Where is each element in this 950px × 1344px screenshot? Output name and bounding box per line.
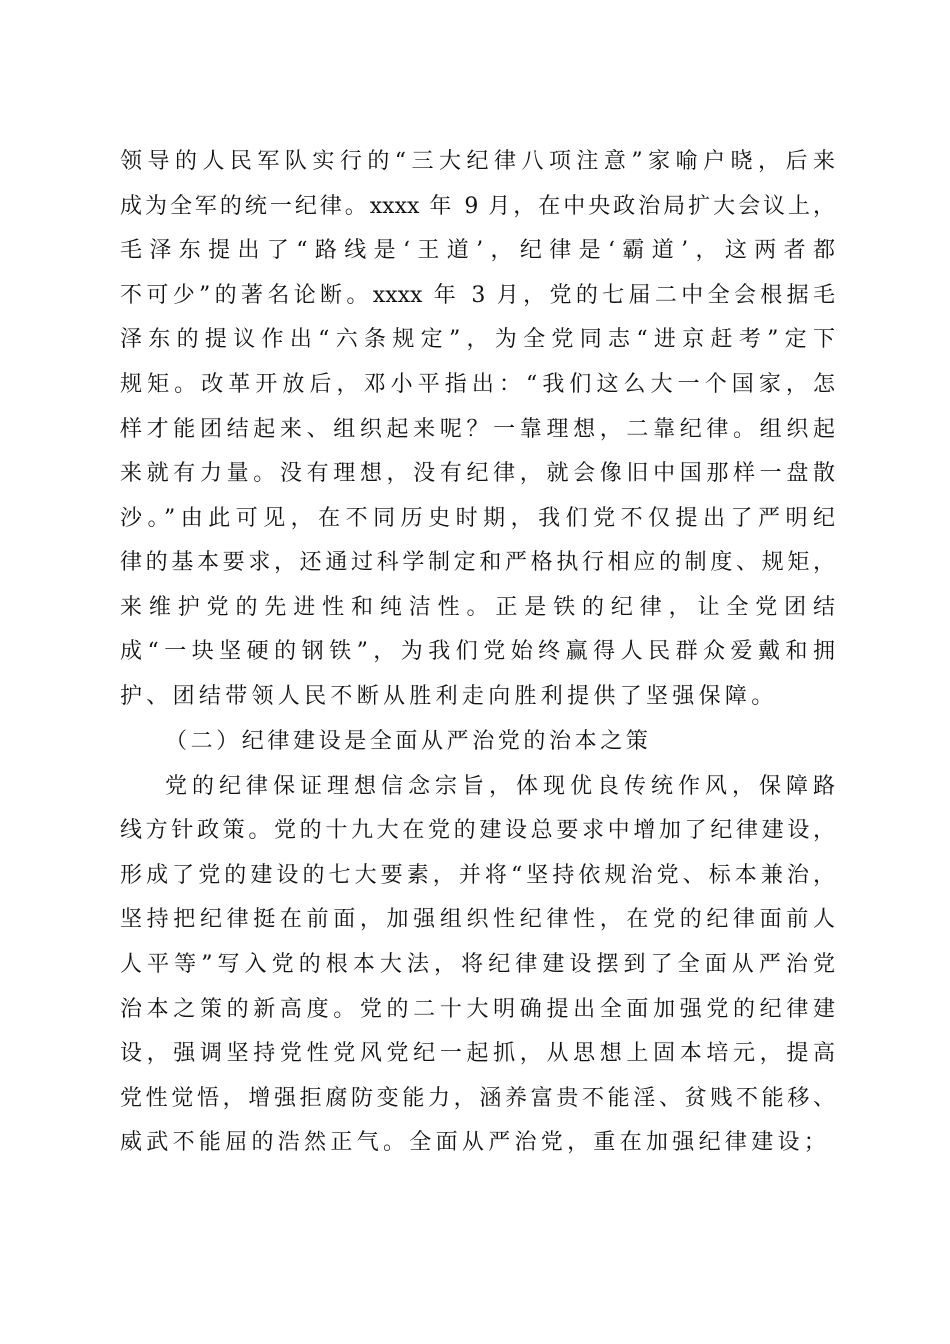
paragraph-line: 党性觉悟，增强拒腐防变能力，涵养富贵不能淫、贫贱不能移、	[120, 1086, 835, 1111]
paragraph-line: 规矩。改革开放后，邓小平指出：“我们这么大一个国家，怎	[120, 372, 835, 397]
paragraph-line: 领导的人民军队实行的“三大纪律八项注意”家喻户晓，后来	[120, 149, 835, 174]
paragraph-line: 不可少”的著名论断。xxxx 年 3 月，党的七届二中全会根据毛	[120, 283, 835, 308]
paragraph-line: 沙。”由此可见，在不同历史时期，我们党不仅提出了严明纪	[120, 506, 835, 531]
paragraph-line: 来就有力量。没有理想，没有纪律，就会像旧中国那样一盘散	[120, 461, 835, 486]
paragraph-line: 威武不能屈的浩然正气。全面从严治党，重在加强纪律建设；	[120, 1130, 831, 1155]
paragraph-line: 来维护党的先进性和纯洁性。正是铁的纪律，让全党团结	[120, 595, 835, 620]
paragraph-line: 人平等”写入党的根本大法，将纪律建设摆到了全面从严治党	[120, 952, 835, 977]
paragraph-line: 形成了党的建设的七大要素，并将“坚持依规治党、标本兼治，	[120, 863, 835, 888]
paragraph-line: 坚持把纪律挺在前面，加强组织性纪律性，在党的纪律面前人	[120, 907, 835, 932]
section-heading: （二）纪律建设是全面从严治党的治本之策	[165, 729, 652, 754]
paragraph-line: 治本之策的新高度。党的二十大明确提出全面加强党的纪律建	[120, 997, 835, 1022]
paragraph-line: 毛泽东提出了“路线是‘王道’，纪律是‘霸道’，这两者都	[120, 238, 835, 263]
paragraph-line: 泽东的提议作出“六条规定”，为全党同志“进京赶考”定下	[120, 327, 835, 352]
paragraph-line: 线方针政策。党的十九大在党的建设总要求中增加了纪律建设，	[120, 818, 835, 843]
paragraph-line: 律的基本要求，还通过科学制定和严格执行相应的制度、规矩，	[120, 550, 835, 575]
paragraph-line: 设，强调坚持党性党风党纪一起抓，从思想上固本培元，提高	[120, 1041, 835, 1066]
paragraph-line: 党的纪律保证理想信念宗旨，体现优良传统作风，保障路	[165, 774, 835, 799]
paragraph-line: 成“一块坚硬的钢铁”，为我们党始终赢得人民群众爱戴和拥	[120, 639, 835, 664]
paragraph-line: 样才能团结起来、组织起来呢？一靠理想，二靠纪律。组织起	[120, 417, 835, 442]
paragraph-line: 成为全军的统一纪律。xxxx 年 9 月，在中央政治局扩大会议上，	[120, 194, 835, 219]
paragraph-line: 护、团结带领人民不断从胜利走向胜利提供了坚强保障。	[120, 684, 778, 709]
